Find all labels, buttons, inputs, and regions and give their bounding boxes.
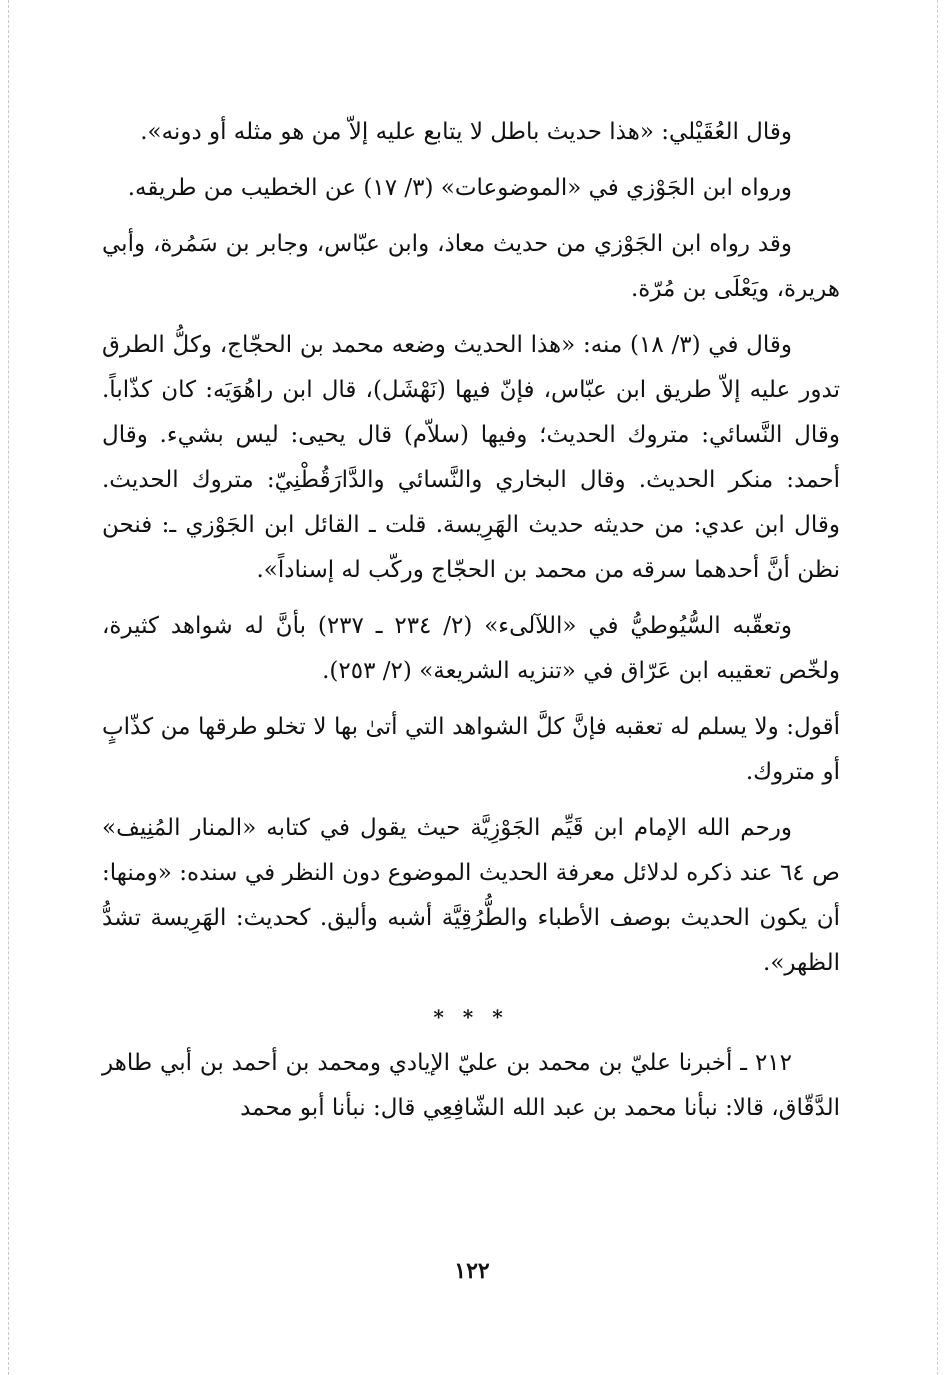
paragraph-hadith-212: ٢١٢ ـ أخبرنا عليّ بن محمد بن عليّ الإيادي ومحمد بن أحمد بن أبي طاهر الدَّقّاق، قالا: نبأنا محمد بن عبد الله الشّافِعِي قال: نبأنا أبو محمد bbox=[102, 1050, 840, 1121]
paragraph-other-chains: وقد رواه ابن الجَوْزي من حديث معاذ، وابن عبّاس، وجابر بن سَمُرة، وأبي هريرة، ويَعْلَى بن مُرّة. bbox=[102, 231, 840, 302]
page-number: ١٢٢ bbox=[454, 1258, 490, 1284]
page-body bbox=[102, 110, 840, 1142]
paragraph-ibn-qayyim-quote: ورحم الله الإمام ابن قَيِّم الجَوْزِيَّة حيث يقول في كتابه «المنار المُنِيف» ص ٦٤ عند ذكره لدلائل معرفة الحديث الموضوع دون النظر في سنده: «ومنها: أن يكون الحديث بوصف الأطباء والطُّرُقِيَّة أشبه وأليق. كحديث: الهَرِيسة تشدُّ الظهر». bbox=[102, 815, 840, 976]
section-separator: * * * bbox=[433, 1005, 509, 1029]
scan-edge-left bbox=[8, 0, 9, 1375]
scan-edge-right bbox=[937, 0, 938, 1375]
paragraph-author-comment: أقول: ولا يسلم له تعقبه فإنَّ كلَّ الشواهد التي أتىٰ بها لا تخلو طرقها من كذّابٍ أو متروك. bbox=[102, 714, 840, 785]
paragraph-ibn-jawzi-mawduat: ورواه ابن الجَوْزي في «الموضوعات» (٣/ ١٧) عن الخطيب من طريقه. bbox=[127, 175, 792, 201]
paragraph-uqayli-quote: وقال العُقَيْلي: «هذا حديث باطل لا يتابع عليه إلاّ من هو مثله أو دونه». bbox=[140, 119, 792, 145]
paragraph-suyuti-response: وتعقّبه السُّيُوطيُّ في «اللآلىء» (٢/ ٢٣٤ ـ ٢٣٧) بأنَّ له شواهد كثيرة، ولخّص تعقيبه ابن عَرّاق في «تنزيه الشريعة» (٢/ ٢٥٣). bbox=[102, 613, 840, 684]
paragraph-ibn-jawzi-critique: وقال في (٣/ ١٨) منه: «هذا الحديث وضعه محمد بن الحجّاج، وكلُّ الطرق تدور عليه إلاّ طريق ابن عبّاس، فإنّ فيها (نَهْشَل)، قال ابن راهُوَيَه: كان كذّاباً. وقال النَّسائي: متروك الحديث؛ وفيها (سلاّم) قال يحيى: ليس بشيء. وقال أحمد: منكر الحديث. وقال البخاري والنَّسائي والدَّارَقُطْنِيّ: متروك الحديث. وقال ابن عدي: من حديثه حديث الهَرِيسة. قلت ـ القائل ابن الجَوْزي ـ: فنحن نظن أنَّ أحدهما سرقه من محمد بن الحجّاج وركّب له إسناداً». bbox=[102, 332, 840, 583]
